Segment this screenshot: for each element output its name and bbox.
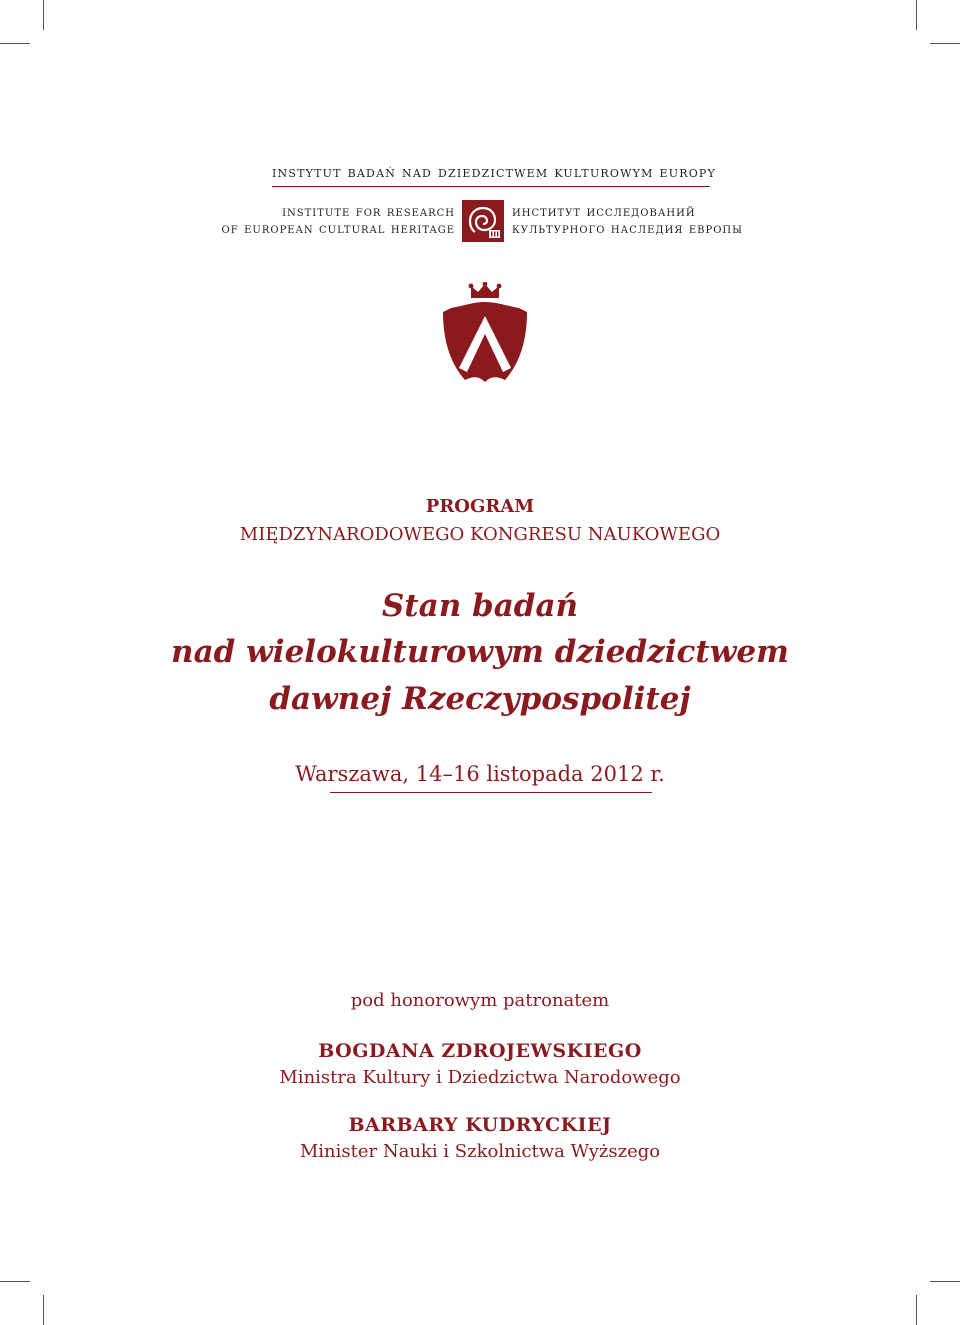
institute-name-russian-line2: культурного наследия европы (512, 221, 743, 237)
patron-2-title: Minister Nauki i Szkolnictwa Wyższego (299, 1141, 661, 1162)
crop-mark-top-left-v (43, 0, 44, 30)
crop-mark-bottom-left-h (0, 1281, 30, 1282)
crop-mark-bottom-left-v (43, 1295, 44, 1325)
place-and-date: Warszawa, 14–16 listopada 2012 r. (295, 762, 665, 786)
crop-mark-bottom-right-h (930, 1281, 960, 1282)
patron-1-title: Ministra Kultury i Dziedzictwa Narodowego (279, 1067, 681, 1088)
institute-name-english-line1: institute for research (282, 204, 455, 220)
patron-1-name: BOGDANA ZDROJEWSKIEGO (318, 1040, 642, 1062)
program-label: PROGRAM (425, 496, 535, 517)
institute-name-english (196, 204, 455, 238)
title-line-1: Stan badań (381, 588, 579, 624)
institute-name-russian-line1: институт исследований (512, 204, 696, 220)
crop-mark-bottom-right-v (916, 1295, 917, 1325)
header-divider (272, 186, 710, 187)
patron-2-name: BARBARY KUDRYCKIEJ (348, 1114, 612, 1136)
patronage-intro: pod honorowym patronatem (350, 990, 610, 1011)
date-underline (330, 792, 652, 793)
congress-label: MIĘDZYNARODOWEGO KONGRESU NAUKOWEGO (239, 524, 721, 545)
crop-mark-top-left-h (0, 43, 30, 44)
title-line-2: nad wielokulturowym dziedzictwem (171, 634, 789, 670)
crop-mark-top-right-h (930, 43, 960, 44)
crowned-shield-crest-icon (441, 282, 529, 390)
institute-name-polish: instytut badań nad dziedzictwem kulturowym europy (272, 163, 716, 181)
crop-mark-top-right-v (916, 0, 917, 30)
institute-name-russian (512, 204, 802, 238)
title-line-3: dawnej Rzeczypospolitej (269, 681, 691, 717)
institute-spiral-logo-icon (462, 200, 504, 246)
institute-name-english-line2: of european cultural heritage (221, 221, 455, 237)
